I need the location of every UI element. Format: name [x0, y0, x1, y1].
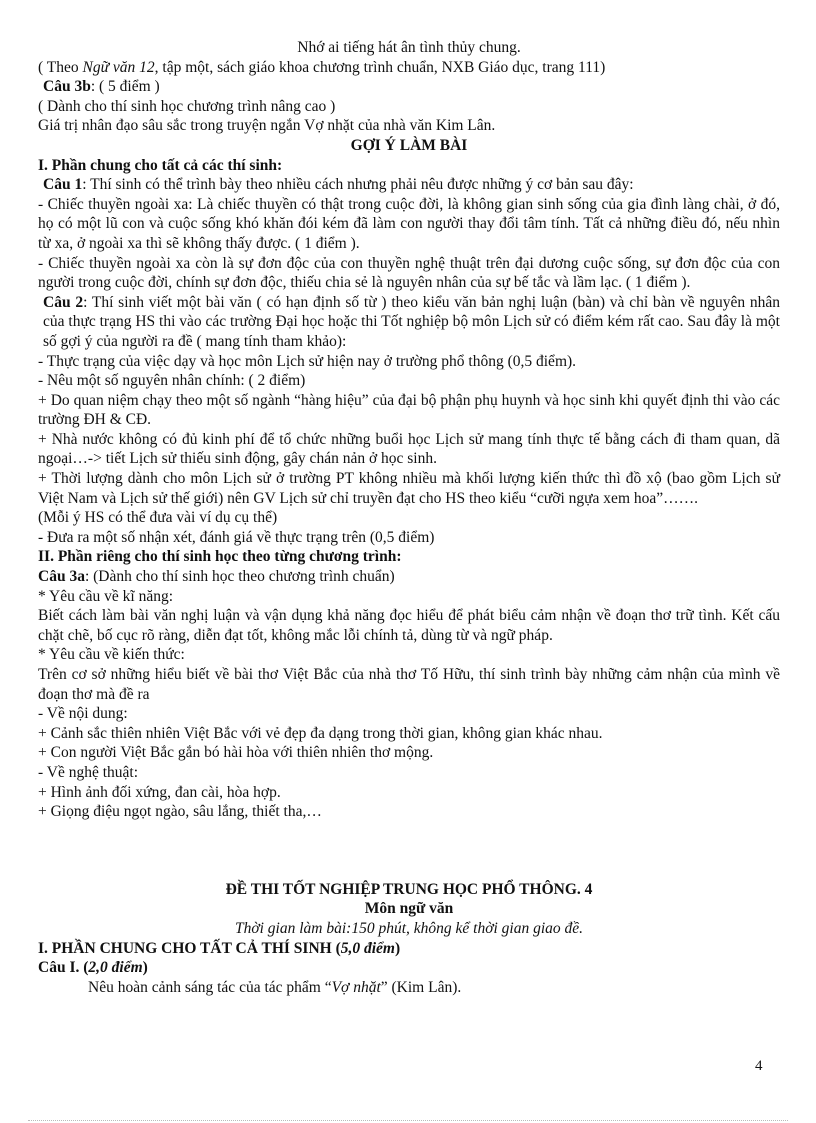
guide-part2-heading: II. Phần riêng cho thí sinh học theo từng chương trình:	[38, 548, 402, 566]
exam4-question1-text: Nêu hoàn cảnh sáng tác của tác phẩm “Vợ nhặt” (Kim Lân).	[88, 978, 462, 996]
guide-cau2-line: - Đưa ra một số nhận xét, đánh giá về thực trạng trên (0,5 điểm)	[38, 528, 435, 546]
guide-cau1-point2: - Chiếc thuyền ngoài xa còn là sự đơn độc của con thuyền nghệ thuật trên đại dương cuộc sống, sự đơn độc của con người trong cuộc đời, chính sự đơn độc, thiếu chia sẻ là nguyên nhân của sự bế tắc và lầm lạc. ( 1 điểm ).	[38, 254, 780, 292]
guide-cau3a-line: + Cảnh sắc thiên nhiên Việt Bắc với vẻ đẹp đa dạng trong thời gian, không gian khác nhau.	[38, 724, 603, 742]
page-content	[38, 38, 780, 997]
guide-part1-heading: I. Phần chung cho tất cả các thí sinh:	[38, 156, 283, 174]
guide-cau3a-line: * Yêu cầu về kiến thức:	[38, 646, 185, 664]
guide-cau2-line: (Mỗi ý HS có thể đưa vài ví dụ cụ thể)	[38, 509, 278, 527]
section-gap	[38, 822, 780, 880]
guide-cau3a-line: + Giọng điệu ngọt ngào, sâu lắng, thiết tha,…	[38, 803, 322, 821]
guide-cau3a-line: Trên cơ sở những hiểu biết về bài thơ Việt Bắc của nhà thơ Tố Hữu, thí sinh trình bày những cảm nhận của mình về đoạn thơ mà đề ra	[38, 666, 780, 703]
page-number: 4	[755, 1058, 763, 1074]
guide-title: GỢI Ý LÀM BÀI	[350, 136, 468, 154]
guide-cau3a-line: + Con người Việt Bắc gắn bó hài hòa với thiên nhiên thơ mộng.	[38, 744, 434, 762]
exam4-part1-heading: I. PHẦN CHUNG CHO TẤT CẢ THÍ SINH (5,0 điểm)	[38, 939, 401, 957]
exam4-title: ĐỀ THI TỐT NGHIỆP TRUNG HỌC PHỔ THÔNG. 4	[225, 880, 593, 898]
question-3b-prompt: Giá trị nhân đạo sâu sắc trong truyện ngắn Vợ nhặt của nhà văn Kim Lân.	[38, 117, 496, 135]
guide-cau2-line: - Nêu một số nguyên nhân chính: ( 2 điểm)	[38, 372, 306, 390]
guide-cau2-line: + Thời lượng dành cho môn Lịch sử ở trường PT không nhiều mà khối lượng kiến thức thì đồ xộ (bao gồm Lịch sử Việt Nam và Lịch sử thế giới) nên GV Lịch sử chỉ truyền đạt cho HS theo kiểu “cưỡi ngựa xem hoa”…….	[38, 470, 780, 507]
guide-cau3a-line: - Về nghệ thuật:	[38, 763, 139, 781]
guide-cau2-line: + Nhà nước không có đủ kinh phí để tổ chức những buổi học Lịch sử mang tính thực tế bằng cách đi tham quan, dã ngoại…-> tiết Lịch sử thiếu sinh động, gây chán nản ở học sinh.	[38, 430, 780, 468]
guide-cau3a-line: * Yêu cầu về kĩ năng:	[38, 587, 174, 605]
poem-line: Nhớ ai tiếng hát ân tình thủy chung.	[297, 39, 521, 56]
question-3b-audience: ( Dành cho thí sinh học chương trình nâng cao )	[38, 97, 336, 115]
guide-cau1-point1: - Chiếc thuyền ngoài xa: Là chiếc thuyền có thật trong cuộc đời, là không gian sinh sống của gia đình làng chài, ở đó, họ có một lũ con và cuộc sống khó khăn đói kém đã làm con người thay đổi tâm tính. Tất cả những điều đó, nếu nhìn từ xa, ở ngoài xa thì sẽ không thấy được. ( 1 điểm ).	[38, 195, 780, 252]
source-title: Ngữ văn 12	[82, 58, 155, 76]
question-3b-heading: Câu 3b: ( 5 điểm )	[43, 78, 160, 96]
guide-cau2-line: + Do quan niệm chạy theo một số ngành “hàng hiệu” của đại bộ phận phụ huynh và học sinh khi quyết định thi vào các trường ĐH & CĐ.	[38, 391, 780, 429]
guide-cau2-line: - Thực trạng của việc dạy và học môn Lịch sử hiện nay ở trường phổ thông (0,5 điểm).	[38, 352, 577, 370]
page-bottom-divider	[28, 1120, 788, 1121]
exam4-question1-heading: Câu I. (2,0 điểm)	[38, 959, 148, 977]
exam4-subject: Môn ngữ văn	[364, 900, 454, 918]
guide-cau2-intro: Câu 2: Thí sinh viết một bài văn ( có hạn định số từ ) theo kiểu văn bản nghị luận (bàn) và chỉ bàn về nguyên nhân của thực trạng HS thi vào các trường Đại học hoặc thi Tốt nghiệp bộ môn Lịch sử có điểm kém rất cao. Sau đây là một số gợi ý của người ra đề ( mang tính tham khảo):	[43, 293, 780, 350]
guide-cau3a-heading: Câu 3a: (Dành cho thí sinh học theo chương trình chuẩn)	[38, 568, 395, 586]
guide-cau1-intro: Câu 1: Thí sinh có thể trình bày theo nhiều cách nhưng phải nêu được những ý cơ bản sau đây:	[43, 176, 634, 194]
exam4-time: Thời gian làm bài:150 phút, không kể thời gian giao đề.	[234, 919, 584, 937]
guide-cau3a-line: - Về nội dung:	[38, 705, 128, 723]
source-citation: ( Theo Ngữ văn 12, tập một, sách giáo khoa chương trình chuẩn, NXB Giáo dục, trang 111)	[38, 58, 606, 76]
guide-cau3a-line: Biết cách làm bài văn nghị luận và vận dụng khả năng đọc hiểu để phát biểu cảm nhận về đoạn thơ trữ tình. Kết cấu chặt chẽ, bố cục rõ ràng, diễn đạt tốt, không mắc lỗi chính tả, dùng từ và ngữ pháp.	[38, 607, 780, 644]
guide-cau3a-line: + Hình ảnh đối xứng, đan cài, hòa hợp.	[38, 783, 281, 801]
